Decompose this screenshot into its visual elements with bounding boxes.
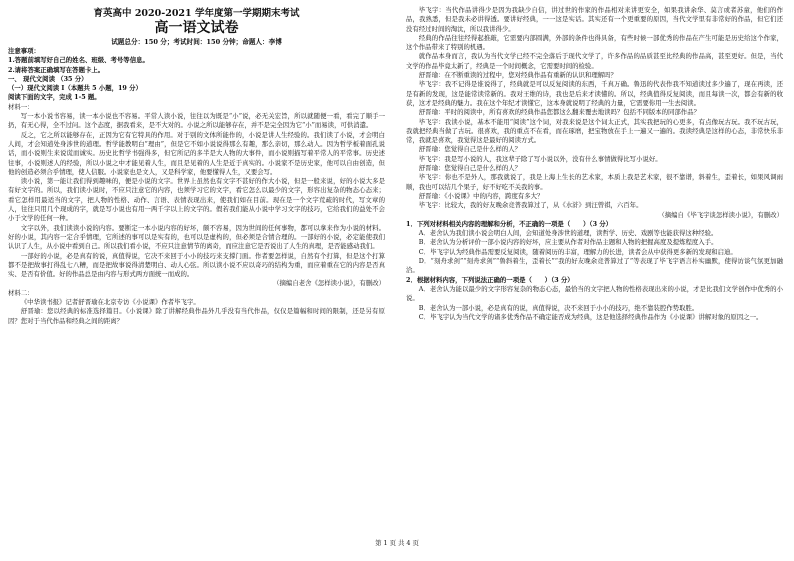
interview-paragraph: 舒晋瑜：您觉得自己是什么样的人？ <box>418 145 522 154</box>
interview-paragraph: 舒晋瑜：在不断重读的过程中，您对经典作品有重新的认识和理解吗？ <box>418 71 617 80</box>
interview-paragraph: 就作品本身而言，我认为当代文学已经不完全落后于现代文学了，许多作品的品质甚至比经典的作品高，甚至更好。但是，当代文学的作品毕竟太新了，经典是一个时间概念，它需要时间的检验。 <box>406 52 783 70</box>
article-paragraph: 《中华读书报》记者舒晋瑜在北京专访《小说课》作者毕飞宇。 <box>20 298 200 307</box>
left-column <box>8 6 385 326</box>
reading-instruction: 阅读下面的文字，完成 1-5 题。 <box>8 93 101 102</box>
article-paragraph: 文字以外，我们读读小说的内容。要断定一本小说内容的好坏，颇不容易，因为世间的任何事物，都可以拿来作为小说的材料。好的小说，其内容一定合乎情理，它所述的事可以是实有的，也可以是虚构的，但必须是合情合理的。一部好的小说，必定能使我们认识了人生，从小说中看到自己。所以我们看小说，不应只注意情节的离奇，而应注意它是否说出了人生的真理，是否能感动我们。 <box>8 223 385 251</box>
interview-paragraph: 毕飞宇：你也不是外人，那我就说了，我是上海上生长的艺术家，本质上我是艺术家，很不靠谱，斜着生，歪着长，如果风调雨顺，我也可以结几个果子，好不好吃不关我的事。 <box>406 173 783 191</box>
note-item: 1.答题前填写好自己的姓名、班级、考号等信息。 <box>8 56 149 65</box>
exam-paper-title: 高一语文试卷 <box>154 20 239 36</box>
article-source: （摘编自《毕飞宇谈怎样读小说》，有删改） <box>658 210 783 219</box>
material-label: 材料二： <box>8 288 34 297</box>
note-item: 2.请将答案正确填写在答题卡上。 <box>8 65 105 74</box>
question-option: D．“刻舟求剑”“刻舟求剑”“鲁斜着生，歪着长”“我的好友晚余竞普算过了”等表现了毕飞宇语言朴实幽默，使得访谈气氛更加融洽。 <box>406 257 783 275</box>
page-number: 第 1 页 共 4 页 <box>375 539 419 547</box>
material-label: 材料一： <box>8 102 34 111</box>
question-stem: 1．下列对材料相关内容的理解和分析，不正确的一项是（ ）（3 分） <box>406 219 613 228</box>
question-option: A．老舍认为我们读小说会明白人间，会知道处身涉世的道理，读哲学、历史、戏剧等也能获得这种经验。 <box>418 229 718 238</box>
question-option: C．毕飞宇认为当代文学的诸多优秀作品不确定能否成为经典，这是他选择经典作品作为《小说课》讲解对象的原因之一。 <box>418 312 763 321</box>
interview-paragraph: 舒晋瑜：《小说课》中的内容，跨度有多大？ <box>418 191 544 200</box>
article-paragraph: 读小说，第一能让我们得到趣味的，便是小说的文字。世界上虽然也有文字不甚好的作大小说，但是一般来说，好的小说大多是有好文字的。所以，我们读小说时，不应只注意它的内容，也须学习它的文字，看它怎么以最少的文字，形容出复杂的物态心态来；看它怎样用最适当的文字，把人物的性格、动作、言语、表情表现出来，使我们如在目前。现在是一个文字荒疏的时代，写文章的人，往往只用几个现成的字，就是写小说也有用一两千字以上的文字的。假若我们能从小说中学习文字的技巧，它给我们的益处不会小于文学的任何一种。 <box>8 177 385 223</box>
interview-paragraph: 毕飞宇：我读小说，基本不能用“阅读”这个词，对我来说是这个词太正式，其实我把玩的心更多，有点像玩古玩。我不玩古玩，我就把经典当做了古玩。很喜欢，我的重点不在看，而在琢磨，把宝物放在手上一遍又一遍的。我读经典是这样的心态，非常快乐非常，我就是喜欢，我觉得这是最好的阅读方式。 <box>406 117 783 145</box>
interview-paragraph: 舒晋瑜：您觉得自己是什么样的人？ <box>418 164 522 173</box>
question-option: B．老舍认为一部小说，必是真有的说，真值得说，决不来回于小小的技巧，绝不靠装腔作势取胜。 <box>418 303 699 312</box>
question-stem: 2．根据材料内容，下列说法正确的一项是（ ）（3 分） <box>406 275 574 284</box>
article-source: （摘编自老舍《怎样读小说》，有删改） <box>273 279 385 288</box>
interview-paragraph: 毕飞宇：当代作品讲得少是因为我缺少自信，讲过世的作家的作品相对来讲更安全，如果我讲余华、莫言或者苏童，他们的作品，我熟悉，但是我未必讲得透。要讲好经典，一一这是实话。其实还有一个更重要的原因，当代文学里有非常好的作品，但它们还没有经过时间的淘汰，所以我讲得少。 <box>406 6 783 33</box>
interview-paragraph: 经典的作品往往经得起推敲，它需要内部圆满，外部的条件也得具备，有些时候一部优秀的作品在产生可能是历史给这个作家，这个作品带来了特别的机遇。 <box>406 33 783 52</box>
interview-paragraph: 舒晋瑜：平时的阅读中，所有喜欢的经典作品您都这么翻来覆去地读吗？包括不同版本的同部作品？ <box>418 108 700 117</box>
question-option: B．老舍认为分析评价一部小说内容的好坏，应主要从作者对作品主题和人物的把握高度及提炼程度入手。 <box>418 238 718 247</box>
article-paragraph: 写一本小说书容易，读一本小说也不容易。平常人读小说，往往以为既是“小”说，必无关宏旨，所以就随便一看，看完了顺手一扔，有无心得，全不过问。这个态度，据我看来，是不大对的。小说之所以能够存在，并不是完全因为它“小”而易读，可供消遣。 <box>8 112 385 130</box>
article-paragraph: 一部好的小说，必是真有的说，真值得说，它决不来回于小小的技巧来支撑门面。作者要怎样说，自然有个打算，但是这个打算都不是把故事打得乱七八糟，而是把故事说得清楚明白、动人心弦。所以读小说不应以奇巧的结构为重，而应着重在它的内容是否真实、是否有价值。好的作品总是由内容与形式两方面统一而成的。 <box>8 251 385 279</box>
interview-paragraph: 舒晋瑜：您以经典的标准选择篇目。《小说课》除了讲解经典作品外几乎没有当代作品，仅仅是篇幅和时间的限制，还是另有原因？您对于当代作品和经典之间的距离？ <box>8 307 385 325</box>
subsection-heading: （一）现代文阅读 I（本题共 5 小题，19 分） <box>8 84 142 93</box>
section-heading: 一、 现代文阅读 （35 分） <box>8 74 88 83</box>
article-paragraph: 反之，它之所以能够存在，正因为它有它特具的作用。对于别的文体所能作的，小说是讲人生经验的。我们读了小说，才会明白人间，才会知道处身涉世的道理。哲学能教明白“理由”，但是它不如小说说得那么有趣，那么亲切，那么动人。因为哲学板着面孔说话，而小说则生来说谎而诚实。历史比哲学书强得多，但它所记的多半是大人物的大事件，而小说则描写着平常人的平常事。历史述往事，小说则述人的经验，所以小说之中才能见着人生，而且是见着的人生是近于真实的。小说家不是历史家，他可以自由创造，但他的创造必须合乎情理，使人信服。小说家也是文人，又是科学家，他要懂得人生，又要会写。 <box>8 130 385 176</box>
interview-paragraph: 毕飞宇：我是写小说的人，我这辈子除了写小说以外，没有什么事情做得比写小说好。 <box>418 154 662 163</box>
right-column <box>406 6 783 322</box>
notes-heading: 注意事项： <box>8 47 40 55</box>
exam-meta: 试题总分：150 分；考试时间：150 分钟；命题人：李博 <box>111 38 282 46</box>
question-option: A．老舍认为能以最少的文字形容复杂的物态心态，最恰当的文字把人物的性格表现出来的小说，才是比我们文学创作中优秀的小说。 <box>406 284 783 303</box>
question-option: C．毕飞宇认为经典作品需要反复阅读，随着阅历的丰富，理解力的长进，读者会从中获得更多新的发现和启迪。 <box>418 247 737 256</box>
interview-paragraph: 毕飞宇：我不记得是谁说得了，经典就是可以反复阅读的东西，千真万确。鲁迅的代表作我不知道读过多少遍了，现在再读，还是有新的发现，这是能常读常新的。我对王维的诗，我也是后来才读懂的。所以，经典值得反复阅读，而且每读一次，都会有新的收获，这才是经典的魅力。我在这个年纪才读懂它，这本身就说明了经典的力量，它需要你用一生去阅读。 <box>406 80 783 107</box>
interview-paragraph: 毕飞宇：比较大，我的好友晚余竞普我算过了，从《水浒》到汪曾祺，六百年。 <box>418 201 643 210</box>
exam-school-title: 育英高中 2020-2021 学年度第一学期期末考试 <box>93 8 300 19</box>
